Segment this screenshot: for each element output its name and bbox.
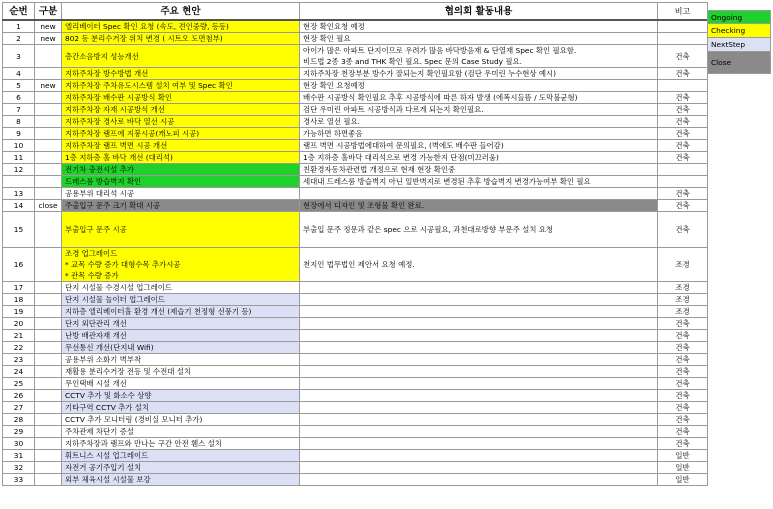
row-number[interactable] bbox=[3, 176, 35, 188]
header-division[interactable]: 구분 bbox=[35, 3, 62, 21]
row-division[interactable] bbox=[35, 378, 62, 390]
row-note[interactable] bbox=[658, 176, 708, 188]
row-note[interactable]: 건축 bbox=[658, 104, 708, 116]
row-division[interactable] bbox=[35, 116, 62, 128]
row-note[interactable]: 일반 bbox=[658, 462, 708, 474]
table-row bbox=[3, 116, 708, 128]
row-issue[interactable]: 주차관제 차단기 증설 bbox=[62, 426, 300, 438]
row-number[interactable]: 28 bbox=[3, 414, 35, 426]
row-note[interactable]: 건축 bbox=[658, 402, 708, 414]
row-issue[interactable]: 공용부위 소화기 벽부착 bbox=[62, 354, 300, 366]
row-note[interactable]: 건축 bbox=[658, 354, 708, 366]
row-activity[interactable]: 현장 확인 필요 bbox=[300, 33, 658, 45]
row-division[interactable] bbox=[35, 248, 62, 282]
status-legend bbox=[707, 10, 771, 74]
table-body bbox=[3, 20, 708, 486]
row-division[interactable] bbox=[35, 342, 62, 354]
row-note[interactable]: 건축 bbox=[658, 188, 708, 200]
row-issue[interactable]: 지하주차장 자재 시공방식 개선 bbox=[62, 104, 300, 116]
row-number[interactable]: 22 bbox=[3, 342, 35, 354]
row-division[interactable] bbox=[35, 212, 62, 248]
row-note[interactable]: 건축 bbox=[658, 318, 708, 330]
table-row bbox=[3, 402, 708, 414]
row-activity[interactable]: 세대내 드레스룸 방습벽지 아닌 일반벽지로 변경된 추후 방습벽지 변경가능여부 확인 필요 bbox=[300, 176, 658, 188]
header-row bbox=[3, 3, 708, 21]
table-row bbox=[3, 390, 708, 402]
row-issue[interactable]: 지하주차장 램프에 지붕시공(캐노피 시공) bbox=[62, 128, 300, 140]
row-number[interactable]: 18 bbox=[3, 294, 35, 306]
row-activity[interactable]: 가능하면 하면좋음 bbox=[300, 128, 658, 140]
row-division[interactable] bbox=[35, 318, 62, 330]
row-number[interactable]: 7 bbox=[3, 104, 35, 116]
row-activity[interactable] bbox=[300, 294, 658, 306]
row-issue[interactable]: 1층 지하층 홀 바닥 개선 (대리석) bbox=[62, 152, 300, 164]
row-number[interactable]: 9 bbox=[3, 128, 35, 140]
row-division[interactable]: new bbox=[35, 20, 62, 33]
row-note[interactable]: 조경 bbox=[658, 306, 708, 318]
row-number[interactable]: 13 bbox=[3, 188, 35, 200]
row-note[interactable]: 건축 bbox=[658, 128, 708, 140]
row-number[interactable]: 1 bbox=[3, 20, 35, 33]
row-division[interactable] bbox=[35, 282, 62, 294]
row-note[interactable]: 건축 bbox=[658, 426, 708, 438]
row-activity[interactable] bbox=[300, 414, 658, 426]
legend-checking: Checking bbox=[707, 24, 771, 38]
row-division[interactable] bbox=[35, 176, 62, 188]
table-row bbox=[3, 414, 708, 426]
row-note[interactable] bbox=[658, 20, 708, 33]
row-issue[interactable]: 조경 업그레이드 * 교목 수량 증가 대형수목 추가시공 * 관목 수량 증가 bbox=[62, 248, 300, 282]
row-issue[interactable]: 재활용 분리수거장 전등 및 수전대 설치 bbox=[62, 366, 300, 378]
row-note[interactable]: 건축 bbox=[658, 330, 708, 342]
row-issue[interactable]: 무선통신 개선(단지내 Wifi) bbox=[62, 342, 300, 354]
table-row bbox=[3, 212, 708, 248]
table-row bbox=[3, 45, 708, 68]
row-note[interactable]: 건축 bbox=[658, 140, 708, 152]
row-note[interactable]: 조경 bbox=[658, 282, 708, 294]
row-division[interactable] bbox=[35, 474, 62, 486]
header-activity[interactable]: 협의회 활동내용 bbox=[300, 3, 658, 21]
row-activity[interactable] bbox=[300, 318, 658, 330]
table-row bbox=[3, 68, 708, 80]
row-number[interactable]: 17 bbox=[3, 282, 35, 294]
row-division[interactable] bbox=[35, 104, 62, 116]
row-note[interactable] bbox=[658, 164, 708, 176]
row-issue[interactable]: CCTV 추가 모니터링 (경비실 모니터 추가) bbox=[62, 414, 300, 426]
row-number[interactable]: 23 bbox=[3, 354, 35, 366]
row-number[interactable]: 12 bbox=[3, 164, 35, 176]
row-activity[interactable]: 현장 확인요청 예정 bbox=[300, 20, 658, 33]
row-division[interactable] bbox=[35, 426, 62, 438]
table-row bbox=[3, 20, 708, 33]
row-issue[interactable]: 자전거 공기주입기 설치 bbox=[62, 462, 300, 474]
table-row bbox=[3, 188, 708, 200]
row-division[interactable] bbox=[35, 152, 62, 164]
row-activity[interactable]: 현장에서 디자인 및 조형물 확인 완료. bbox=[300, 200, 658, 212]
issues-table bbox=[2, 2, 708, 486]
row-activity[interactable]: 친환경자동차관련법 개정으로 현재 현장 확인중 bbox=[300, 164, 658, 176]
row-number[interactable]: 16 bbox=[3, 248, 35, 282]
row-note[interactable]: 건축 bbox=[658, 342, 708, 354]
row-division[interactable] bbox=[35, 294, 62, 306]
row-division[interactable] bbox=[35, 306, 62, 318]
table-row bbox=[3, 92, 708, 104]
row-note[interactable]: 일반 bbox=[658, 474, 708, 486]
row-issue[interactable]: 공용부위 대리석 시공 bbox=[62, 188, 300, 200]
table-row bbox=[3, 140, 708, 152]
row-activity[interactable]: 현장 확인 요청예정 bbox=[300, 80, 658, 92]
row-note[interactable]: 건축 bbox=[658, 212, 708, 248]
row-number[interactable]: 29 bbox=[3, 426, 35, 438]
row-number[interactable]: 25 bbox=[3, 378, 35, 390]
row-division[interactable] bbox=[35, 354, 62, 366]
row-activity[interactable] bbox=[300, 342, 658, 354]
table-row bbox=[3, 438, 708, 450]
row-activity[interactable] bbox=[300, 426, 658, 438]
row-number[interactable]: 24 bbox=[3, 366, 35, 378]
row-note[interactable]: 건축 bbox=[658, 366, 708, 378]
table-row bbox=[3, 128, 708, 140]
table-row bbox=[3, 104, 708, 116]
row-division[interactable] bbox=[35, 462, 62, 474]
row-note[interactable]: 조경 bbox=[658, 294, 708, 306]
row-issue[interactable]: 802 동 분리수거장 위치 변경 ( 시트오 도면첨부) bbox=[62, 33, 300, 45]
row-division[interactable] bbox=[35, 128, 62, 140]
row-activity[interactable] bbox=[300, 306, 658, 318]
row-issue[interactable]: 지하주차장 주차유도시스템 설치 여부 및 Spec 확인 bbox=[62, 80, 300, 92]
row-number[interactable]: 3 bbox=[3, 45, 35, 68]
row-activity[interactable]: 부출입 문주 정문과 같은 spec 으로 시공필요, 과천대로방향 부문주 설치 요청 bbox=[300, 212, 658, 248]
row-note[interactable]: 건축 bbox=[658, 200, 708, 212]
row-division[interactable]: new bbox=[35, 80, 62, 92]
row-number[interactable]: 11 bbox=[3, 152, 35, 164]
table-row bbox=[3, 282, 708, 294]
row-note[interactable] bbox=[658, 80, 708, 92]
row-issue[interactable]: 지하층 엘리베이터홀 환경 개선 (제습기 천정형 선풍기 등) bbox=[62, 306, 300, 318]
row-note[interactable]: 건축 bbox=[658, 438, 708, 450]
row-activity[interactable] bbox=[300, 188, 658, 200]
row-activity[interactable] bbox=[300, 462, 658, 474]
table-row bbox=[3, 354, 708, 366]
row-activity[interactable]: 검단 우미린 아파트 시공방식과 다르게 되는지 확인필요. bbox=[300, 104, 658, 116]
row-division[interactable] bbox=[35, 390, 62, 402]
table-row bbox=[3, 152, 708, 164]
row-issue[interactable]: 지하주차장 경사로 바닥 열선 시공 bbox=[62, 116, 300, 128]
legend-ongoing: Ongoing bbox=[707, 10, 771, 24]
row-division[interactable]: new bbox=[35, 33, 62, 45]
row-issue[interactable]: 단지 시설물 놀이터 업그레이드 bbox=[62, 294, 300, 306]
row-number[interactable]: 26 bbox=[3, 390, 35, 402]
row-activity[interactable] bbox=[300, 378, 658, 390]
table-row bbox=[3, 474, 708, 486]
row-number[interactable]: 5 bbox=[3, 80, 35, 92]
table-row bbox=[3, 176, 708, 188]
row-activity[interactable]: 램프 벽면 시공방법에대하여 문의필요, (벽에도 배수판 들어감) bbox=[300, 140, 658, 152]
table-row bbox=[3, 294, 708, 306]
row-note[interactable]: 조경 bbox=[658, 248, 708, 282]
row-issue[interactable]: 휘트니스 시설 업그레이드 bbox=[62, 450, 300, 462]
row-number[interactable]: 6 bbox=[3, 92, 35, 104]
row-division[interactable] bbox=[35, 366, 62, 378]
row-note[interactable]: 건축 bbox=[658, 92, 708, 104]
table-row bbox=[3, 80, 708, 92]
row-number[interactable]: 10 bbox=[3, 140, 35, 152]
table-row bbox=[3, 366, 708, 378]
table-row bbox=[3, 330, 708, 342]
row-number[interactable]: 32 bbox=[3, 462, 35, 474]
table-row bbox=[3, 200, 708, 212]
row-number[interactable]: 27 bbox=[3, 402, 35, 414]
row-issue[interactable]: 주출입구 문주 크기 확대 시공 bbox=[62, 200, 300, 212]
table-row bbox=[3, 248, 708, 282]
row-division[interactable]: close bbox=[35, 200, 62, 212]
row-division[interactable] bbox=[35, 45, 62, 68]
table-row bbox=[3, 462, 708, 474]
table-row bbox=[3, 306, 708, 318]
row-activity[interactable] bbox=[300, 402, 658, 414]
row-issue[interactable]: 층간소음방지 성능개선 bbox=[62, 45, 300, 68]
row-issue[interactable]: 지하주차장 램프 벽면 시공 개선 bbox=[62, 140, 300, 152]
table-row bbox=[3, 450, 708, 462]
row-note[interactable]: 건축 bbox=[658, 116, 708, 128]
row-number[interactable]: 30 bbox=[3, 438, 35, 450]
row-issue[interactable]: 부출입구 문주 시공 bbox=[62, 212, 300, 248]
spreadsheet bbox=[2, 2, 708, 486]
row-division[interactable] bbox=[35, 402, 62, 414]
row-activity[interactable] bbox=[300, 438, 658, 450]
row-issue[interactable]: 전기차 충전시설 추가 bbox=[62, 164, 300, 176]
row-activity[interactable] bbox=[300, 474, 658, 486]
row-number[interactable]: 21 bbox=[3, 330, 35, 342]
row-division[interactable] bbox=[35, 438, 62, 450]
row-number[interactable]: 4 bbox=[3, 68, 35, 80]
row-issue[interactable]: 지하주차장 방수방법 개선 bbox=[62, 68, 300, 80]
row-activity[interactable] bbox=[300, 330, 658, 342]
table-row bbox=[3, 33, 708, 45]
row-division[interactable] bbox=[35, 330, 62, 342]
row-issue[interactable]: CCTV 추가 및 화소수 상향 bbox=[62, 390, 300, 402]
row-activity[interactable] bbox=[300, 450, 658, 462]
row-note[interactable]: 건축 bbox=[658, 68, 708, 80]
row-activity[interactable] bbox=[300, 354, 658, 366]
row-issue[interactable]: 무인택배 시설 개선 bbox=[62, 378, 300, 390]
row-activity[interactable]: 지하주차장 천장부분 방수가 잘되는지 확인필요함 (검단 우미린 누수현상 예시) bbox=[300, 68, 658, 80]
row-number[interactable]: 33 bbox=[3, 474, 35, 486]
table-row bbox=[3, 342, 708, 354]
row-note[interactable]: 건축 bbox=[658, 414, 708, 426]
row-note[interactable]: 일반 bbox=[658, 450, 708, 462]
table-row bbox=[3, 378, 708, 390]
row-issue[interactable]: 난방 배관자재 개선 bbox=[62, 330, 300, 342]
row-activity[interactable]: 경사로 열선 필요. bbox=[300, 116, 658, 128]
row-activity[interactable] bbox=[300, 390, 658, 402]
row-activity[interactable]: 배수판 시공방식 확인필요 추후 시공방식에 따른 하자 발생 (에폭시들뜸 / 도막불균형) bbox=[300, 92, 658, 104]
row-issue[interactable]: 엘리베이터 Spec 확인 요청 (속도, 견인중량, 등등) bbox=[62, 20, 300, 33]
row-division[interactable] bbox=[35, 450, 62, 462]
row-note[interactable]: 건축 bbox=[658, 378, 708, 390]
row-activity[interactable]: 천지인 법무법인 제안서 요청 예정. bbox=[300, 248, 658, 282]
row-issue[interactable]: 드레스룸 방습벽지 확인 bbox=[62, 176, 300, 188]
row-activity[interactable] bbox=[300, 282, 658, 294]
row-number[interactable]: 15 bbox=[3, 212, 35, 248]
row-division[interactable] bbox=[35, 414, 62, 426]
row-note[interactable]: 건축 bbox=[658, 152, 708, 164]
table-row bbox=[3, 426, 708, 438]
row-activity[interactable]: 1층 지하층 홀바닥 대리석으로 변경 가능한지 단점(미끄러움) bbox=[300, 152, 658, 164]
table-row bbox=[3, 164, 708, 176]
row-division[interactable] bbox=[35, 188, 62, 200]
row-note[interactable]: 건축 bbox=[658, 390, 708, 402]
row-issue[interactable]: 단지 외단관리 개선 bbox=[62, 318, 300, 330]
table-row bbox=[3, 318, 708, 330]
row-activity[interactable]: 아이가 많은 아파트 단지이므로 우려가 많음 바닥방음재 & 단열재 Spec 확인 필요함. 비드법 2종 3종 and THK 확인 필요. Spec 문의 Case Study 필요. bbox=[300, 45, 658, 68]
row-note[interactable]: 건축 bbox=[658, 45, 708, 68]
row-issue[interactable]: 지하주차장 배수판 시공방식 확인 bbox=[62, 92, 300, 104]
row-number[interactable]: 19 bbox=[3, 306, 35, 318]
row-division[interactable] bbox=[35, 140, 62, 152]
row-note[interactable] bbox=[658, 33, 708, 45]
row-division[interactable] bbox=[35, 164, 62, 176]
row-number[interactable]: 8 bbox=[3, 116, 35, 128]
row-division[interactable] bbox=[35, 68, 62, 80]
row-number[interactable]: 20 bbox=[3, 318, 35, 330]
legend-nextstep: NextStep bbox=[707, 38, 771, 52]
row-division[interactable] bbox=[35, 92, 62, 104]
header-no[interactable]: 순번 bbox=[3, 3, 35, 21]
row-issue[interactable]: 외부 체육시설 시설물 보강 bbox=[62, 474, 300, 486]
row-issue[interactable]: 기타구역 CCTV 추가 설치 bbox=[62, 402, 300, 414]
row-issue[interactable]: 단지 시설물 수경시설 업그레이드 bbox=[62, 282, 300, 294]
header-note[interactable]: 비고 bbox=[658, 3, 708, 21]
header-issue[interactable]: 주요 현안 bbox=[62, 3, 300, 21]
row-number[interactable]: 31 bbox=[3, 450, 35, 462]
row-number[interactable]: 2 bbox=[3, 33, 35, 45]
row-activity[interactable] bbox=[300, 366, 658, 378]
legend-close: Close bbox=[707, 52, 771, 74]
row-number[interactable]: 14 bbox=[3, 200, 35, 212]
row-issue[interactable]: 지하주차장과 램프와 만나는 구간 안전 휀스 설치 bbox=[62, 438, 300, 450]
